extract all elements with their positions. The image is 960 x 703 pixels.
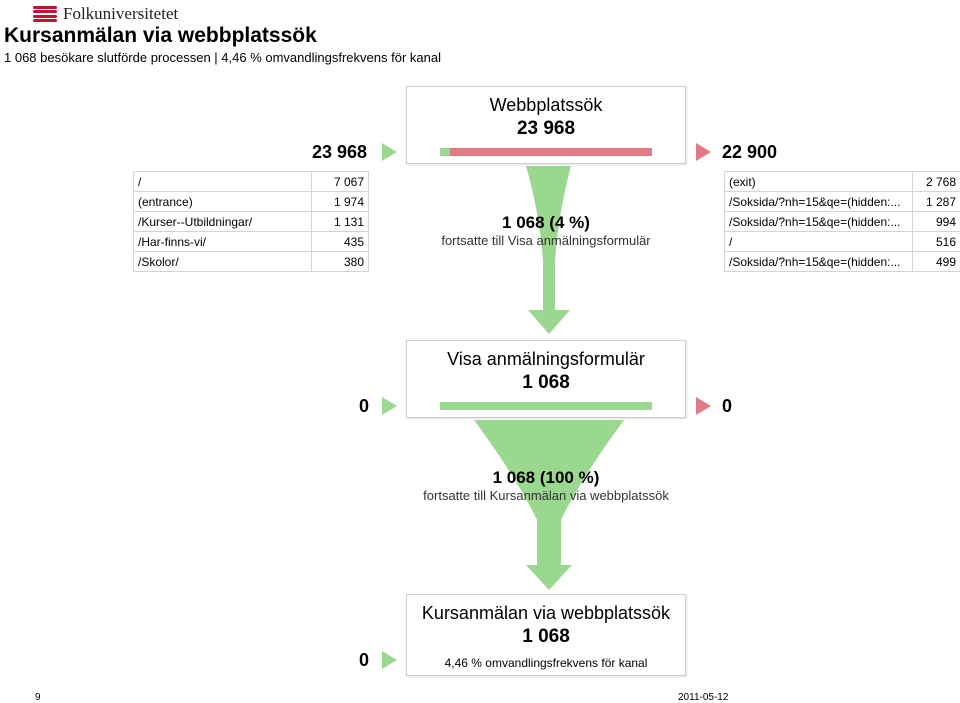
page-number: 9: [35, 692, 41, 703]
step-2-exits: 0: [722, 396, 732, 417]
step-2-entrances: 0: [359, 396, 369, 417]
funnel-1-shape: [526, 166, 571, 334]
flow-2-count: 1 068 (100 %): [386, 468, 706, 488]
step-1-name: Webbplatssök: [407, 95, 685, 116]
step-2-bar-continued: [440, 402, 652, 410]
logo-waves-icon: [33, 6, 57, 22]
entrance-arrow-icon: [382, 143, 397, 161]
page-title: Kursanmälan via webbplatssök: [4, 24, 317, 48]
step-2-bar: [440, 402, 652, 410]
table-row[interactable]: /Soksida/?nh=15&qe=(hidden:... 499: [725, 252, 960, 272]
step-3-value: 1 068: [407, 626, 685, 648]
step-1-exits: 22 900: [722, 142, 777, 163]
step-1-bar-continued: [440, 148, 450, 156]
table-row[interactable]: / 516: [725, 232, 960, 252]
exit-arrow-icon: [696, 397, 711, 415]
flow-2-label: [386, 468, 706, 503]
table-row[interactable]: /Skolor/ 380: [134, 252, 369, 272]
footer-date: 2011-05-12: [678, 692, 728, 703]
flow-1-label: [396, 213, 696, 248]
flow-1-count: 1 068 (4 %): [396, 213, 696, 233]
exit-destinations-table: [724, 171, 960, 272]
flow-1-caption: fortsatte till Visa anmälningsformulär: [396, 233, 696, 248]
step-3-name: Kursanmälan via webbplatssök: [407, 603, 685, 624]
page-subtitle: 1 068 besökare slutförde processen | 4,46 % omvandlingsfrekvens för kanal: [4, 50, 441, 65]
table-row[interactable]: (exit) 2 768: [725, 172, 960, 192]
step-1-entrances: 23 968: [312, 142, 367, 163]
funnel-step-1[interactable]: [406, 86, 686, 164]
entrance-sources-table: [133, 171, 369, 272]
step-2-value: 1 068: [407, 372, 685, 394]
table-row[interactable]: /Soksida/?nh=15&qe=(hidden:... 1 287: [725, 192, 960, 212]
logo-text: Folkuniversitetet: [63, 4, 178, 24]
funnel-step-2[interactable]: [406, 340, 686, 418]
table-row[interactable]: /Har-finns-vi/ 435: [134, 232, 369, 252]
flow-2-caption: fortsatte till Kursanmälan via webbplatssök: [386, 488, 706, 503]
brand-logo: [33, 4, 178, 24]
step-1-bar: [440, 148, 652, 156]
step-1-value: 23 968: [407, 118, 685, 140]
exit-arrow-icon: [696, 143, 711, 161]
table-row[interactable]: (entrance) 1 974: [134, 192, 369, 212]
funnel-2-shape: [474, 420, 624, 590]
entrance-arrow-icon: [382, 397, 397, 415]
table-row[interactable]: /Soksida/?nh=15&qe=(hidden:... 994: [725, 212, 960, 232]
step-3-entrances: 0: [359, 650, 369, 671]
step-3-conversion-rate: 4,46 % omvandlingsfrekvens för kanal: [407, 656, 685, 670]
table-row[interactable]: / 7 067: [134, 172, 369, 192]
step-2-name: Visa anmälningsformulär: [407, 349, 685, 370]
table-row[interactable]: /Kurser--Utbildningar/ 1 131: [134, 212, 369, 232]
entrance-arrow-icon: [382, 651, 397, 669]
funnel-step-3[interactable]: [406, 594, 686, 676]
